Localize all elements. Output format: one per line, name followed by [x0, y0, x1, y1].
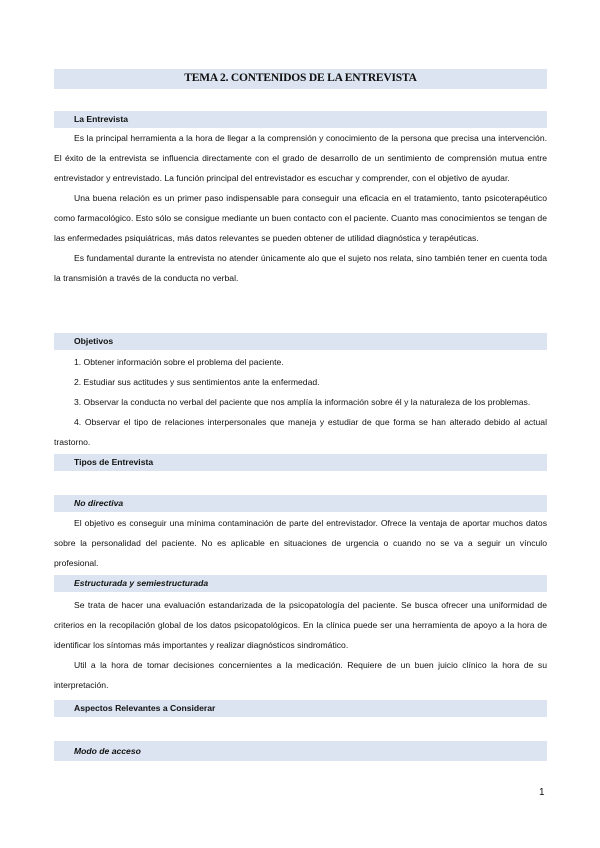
section-band-modo	[54, 741, 547, 761]
section-heading-no-directiva: No directiva	[74, 498, 124, 508]
title-band	[54, 69, 547, 89]
objectives-list	[54, 352, 547, 452]
paragraph: Util a la hora de tomar decisiones concernientes a la medicación. Requiere de un buen juicio clínico la hora de su interpretación.	[54, 660, 547, 690]
page-number: 1	[539, 787, 545, 798]
section-heading-objetivos: Objetivos	[74, 336, 114, 346]
paragraph: Es fundamental durante la entrevista no atender únicamente alo que el sujeto nos relata, sino también tener en cuenta toda la transmisión a través de la conducta no verbal.	[54, 253, 547, 283]
section-heading-modo: Modo de acceso	[74, 746, 141, 756]
paragraph: Se trata de hacer una evaluación estandarizada de la psicopatología del paciente. Se busca ofrecer una uniformidad de criterios en la recopilación global de los datos psicopatológicos. En la clínica puede ser una herramienta de apoyo a la hora de identificar los síntomas más importantes y realizar diagnósticos sindromático.	[54, 600, 547, 650]
section-body-entrevista	[54, 128, 547, 288]
document-title: TEMA 2. CONTENIDOS DE LA ENTREVISTA	[184, 72, 417, 84]
section-band-no-directiva	[54, 495, 547, 512]
section-band-tipos	[54, 454, 547, 471]
paragraph: Es la principal herramienta a la hora de llegar a la comprensión y conocimiento de la persona que precisa una intervención. El éxito de la entrevista se influencia directamente con el grado de desarrollo de un sentimiento de comprensión mutua entre entrevistador y entrevistado. La función principal del entrevistador es escuchar y comprender, con el objetivo de ayudar.	[54, 133, 547, 183]
section-heading-estructurada: Estructurada y semiestructurada	[74, 578, 209, 588]
paragraph: El objetivo es conseguir una mínima contaminación de parte del entrevistador. Ofrece la ventaja de aportar muchos datos sobre la personalidad del paciente. No es aplicable en situaciones de urgencia o cuando no se va a seguir un vínculo profesional.	[54, 518, 547, 568]
section-heading-aspectos: Aspectos Relevantes a Considerar	[74, 703, 216, 713]
section-heading-entrevista: La Entrevista	[74, 114, 128, 124]
paragraph: Una buena relación es un primer paso indispensable para conseguir una eficacia en el tratamiento, tanto psicoterapéutico como farmacológico. Esto sólo se consigue mediante un buen contacto con el paciente. Cuanto mas conocimientos se tengan de las enfermedades psiquiátricas, más datos relevantes se pueden obtener de utilidad diagnóstica y terapéuticas.	[54, 193, 547, 243]
section-body-no-directiva	[54, 513, 547, 573]
list-item: 3. Observar la conducta no verbal del paciente que nos amplía la información sobre él y la naturaleza de los problemas.	[74, 397, 531, 407]
section-band-objetivos	[54, 333, 547, 350]
section-heading-tipos: Tipos de Entrevista	[74, 457, 154, 467]
section-band-entrevista	[54, 111, 547, 128]
list-item: 2. Estudiar sus actitudes y sus sentimientos ante la enfermedad.	[74, 377, 320, 387]
section-band-aspectos	[54, 700, 547, 717]
list-item: 1. Obtener información sobre el problema del paciente.	[74, 357, 284, 367]
section-band-estructurada	[54, 575, 547, 592]
list-item: 4. Observar el tipo de relaciones interpersonales que maneja y estudiar de que forma se han alterado debido al actual trastorno.	[54, 417, 547, 447]
section-body-estructurada	[54, 595, 547, 695]
